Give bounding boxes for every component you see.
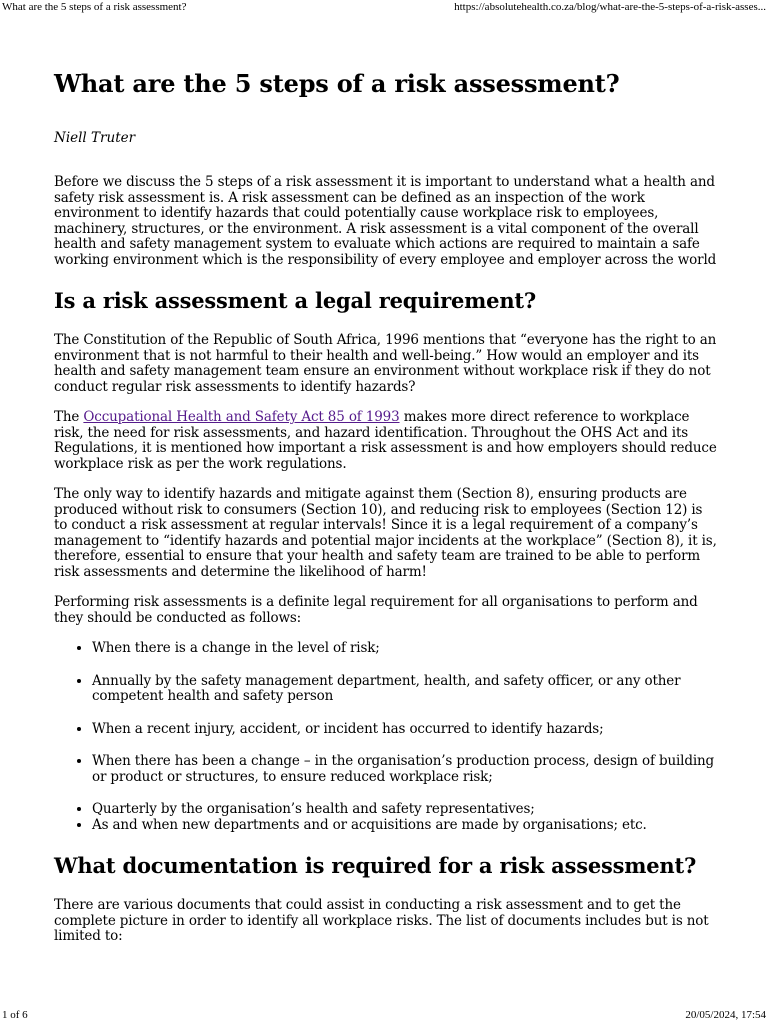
list-item: • When a recent injury, accident, or incident has occurred to identify hazards; — [92, 722, 718, 738]
documentation-paragraph: There are various documents that could assist in conducting a risk assessment and to get the complete picture in order to identify all workplace risks. The list of documents includes but is not limited to: — [54, 897, 709, 944]
print-header-title: What are the 5 steps of a risk assessment? — [2, 1, 187, 13]
list-item: • As and when new departments and or acquisitions are made by organisations; etc. — [92, 818, 718, 834]
print-footer — [0, 1008, 768, 1024]
sections-paragraph: The only way to identify hazards and mitigate against them (Section 8), ensuring products are produced without risk to consumers (Section 10), and reducing risk to employees (Section 12) is to conduct a risk assessment at regular intervals! Since it is a legal requirement of a company’s management to “identify hazards and potential major incidents at the workplace” (Section 8), it is, therefore, essential to ensure that your health and safety team are trained to be able to perform risk assessments and determine the likelihood of harm! — [54, 486, 717, 580]
article — [54, 64, 718, 960]
list-item: • When there is a change in the level of risk; — [92, 641, 718, 657]
print-header — [0, 0, 768, 16]
ohs-act-link[interactable]: Occupational Health and Safety Act 85 of 1993 — [83, 409, 400, 425]
section-heading-documentation: What documentation is required for a risk assessment? — [54, 853, 697, 878]
article-title: What are the 5 steps of a risk assessment? — [54, 69, 620, 98]
constitution-paragraph: The Constitution of the Republic of South Africa, 1996 mentions that “everyone has the right to an environment that is not harmful to their health and well-being.” How would an employer and its health and safety management team ensure an environment without workplace risk if they do not conduct regular risk assessments to identify hazards? — [54, 332, 717, 395]
print-datetime: 20/05/2024, 17:54 — [685, 1009, 766, 1021]
ohs-act-text-after: makes more direct reference to workplace risk, the need for risk assessments, and hazard identification. Throughout the OHS Act and its Regulations, it is mentioned how important a risk assessment is and how employers should reduce workplace risk as per the work regulations. — [54, 409, 717, 472]
list-item: • Annually by the safety management department, health, and safety officer, or any other competent health and safety person — [92, 674, 718, 705]
risk-assessment-timing-list — [54, 641, 718, 833]
list-item: • Quarterly by the organisation’s health and safety representatives; — [92, 802, 718, 818]
ohs-act-paragraph — [54, 410, 718, 472]
article-author: Niell Truter — [54, 130, 136, 146]
section-heading-legal-requirement: Is a risk assessment a legal requirement? — [54, 288, 536, 313]
ohs-act-text-before: The — [54, 409, 84, 425]
intro-paragraph: Before we discuss the 5 steps of a risk assessment it is important to understand what a health and safety risk assessment is. A risk assessment can be defined as an inspection of the work environment to identify hazards that could potentially cause workplace risk to employees, machinery, structures, or the environment. A risk assessment is a vital component of the overall health and safety management system to evaluate which actions are required to maintain a safe working environment which is the responsibility of every employee and employer across the world — [54, 174, 717, 268]
list-item: • When there has been a change – in the organisation’s production process, design of building or product or structures, to ensure reduced workplace risk; — [92, 754, 718, 785]
print-header-url: https://absolutehealth.co.za/blog/what-are-the-5-steps-of-a-risk-asses... — [454, 1, 766, 13]
page-number: 1 of 6 — [2, 1009, 28, 1021]
conducted-as-follows-paragraph: Performing risk assessments is a definite legal requirement for all organisations to perform and they should be conducted as follows: — [54, 594, 698, 626]
